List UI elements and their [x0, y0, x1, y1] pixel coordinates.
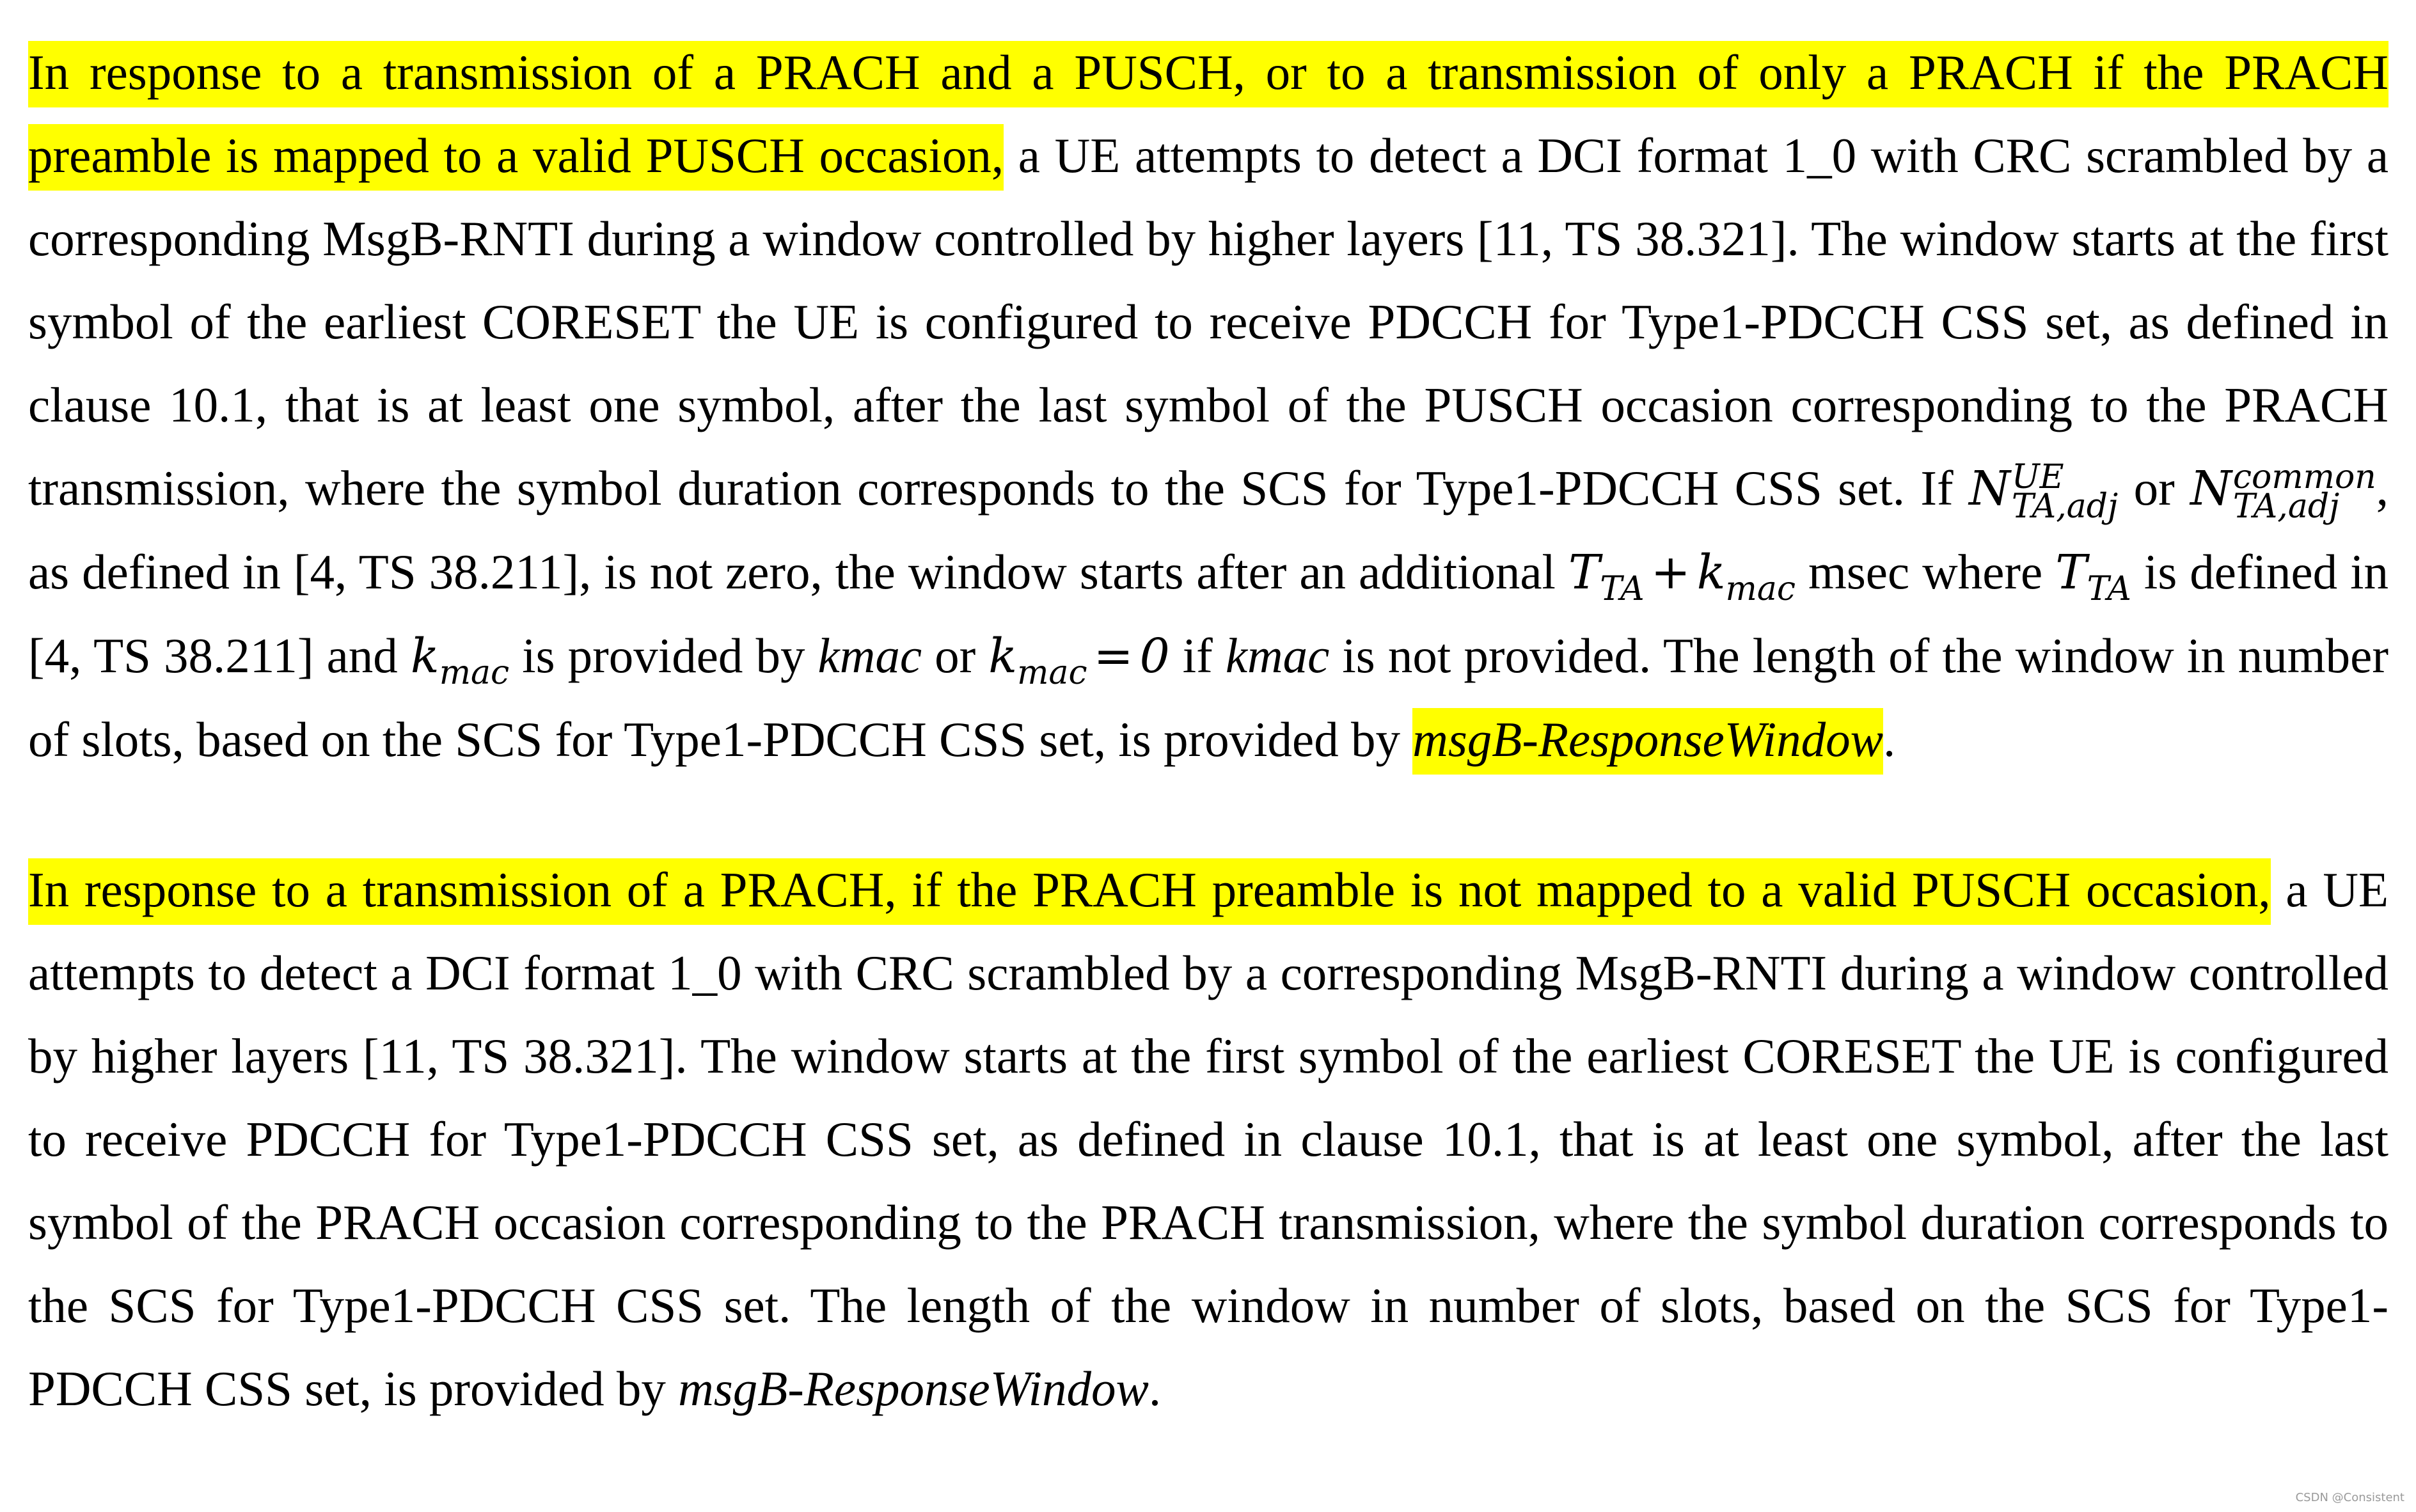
- body-text: is not provided. The length of the window in number of slots, based on the SCS for Type1-PDCCH CSS set, is provided by: [28, 628, 2388, 767]
- paragraph-2: [28, 848, 2388, 1430]
- paragraph-1: [28, 31, 2388, 781]
- document-page: [28, 31, 2388, 1430]
- highlighted-parameter-name: msgB-ResponseWindow: [1412, 708, 1883, 775]
- math-k-mac: $k_{mac}$: [410, 629, 510, 692]
- body-text: or: [2118, 461, 2191, 516]
- parameter-name: msgB-ResponseWindow: [678, 1361, 1149, 1416]
- watermark: CSDN @Consistent: [2295, 1491, 2404, 1504]
- body-text: .: [1883, 712, 1896, 767]
- parameter-name: kmac: [1225, 628, 1330, 683]
- body-text: or: [922, 628, 989, 683]
- body-text: .: [1148, 1361, 1162, 1416]
- math-k-mac-equals-zero: $k_{mac} = 0$: [988, 629, 1170, 692]
- highlighted-text: In response to a transmission of a PRACH and a PUSCH, or to a transmission of only a PRACH if the PRACH preamble is mapped to a valid PUSCH occasion,: [28, 41, 2388, 191]
- body-text: , as defined in [4, TS 38.211], is not zero, the window starts after an additional: [28, 461, 2388, 599]
- body-text: a UE attempts to detect a DCI format 1_0 with CRC scrambled by a corresponding MsgB-RNTI during a window controlled by higher layers [11, TS 38.321]. The window starts at the first symbol of the earliest CORESET the UE is configured to receive PDCCH for Type1-PDCCH CSS set, as defined in clause 10.1, that is at least one symbol, after the last symbol of the PUSCH occasion corresponding to the PRACH transmission, where the symbol duration corresponds to the SCS for Type1-PDCCH CSS set. If: [28, 128, 2389, 516]
- body-text: is provided by: [509, 628, 818, 683]
- body-text: if: [1169, 628, 1226, 683]
- math-n-ue-ta-adj: N UE TA,adj: [1969, 458, 2119, 526]
- body-text: a UE attempts to detect a DCI format 1_0 with CRC scrambled by a corresponding MsgB-RNTI during a window controlled by higher layers [11, TS 38.321]. The window starts at the first symbol of the earliest CORESET the UE is configured to receive PDCCH for Type1-PDCCH CSS set, as defined in clause 10.1, that is at least one symbol, after the last symbol of the PRACH occasion corresponding to the PRACH transmission, where the symbol duration corresponds to the SCS for Type1-PDCCH CSS set. The length of the window in number of slots, based on the SCS for Type1-PDCCH CSS set, is provided by: [28, 862, 2388, 1416]
- math-n-common-ta-adj: N common TA,adj: [2190, 458, 2376, 526]
- body-text: msec where: [1795, 544, 2056, 599]
- highlighted-text: In response to a transmission of a PRACH, if the PRACH preamble is not mapped to a valid PUSCH occasion,: [28, 858, 2271, 925]
- parameter-name: kmac: [817, 628, 922, 683]
- math-t-ta: $T_{TA}$: [2055, 545, 2131, 608]
- body-text: is defined in [4, TS 38.211] and: [28, 544, 2389, 683]
- math-t-ta-plus-k-mac: $T_{TA} + k_{mac}$: [1568, 545, 1796, 608]
